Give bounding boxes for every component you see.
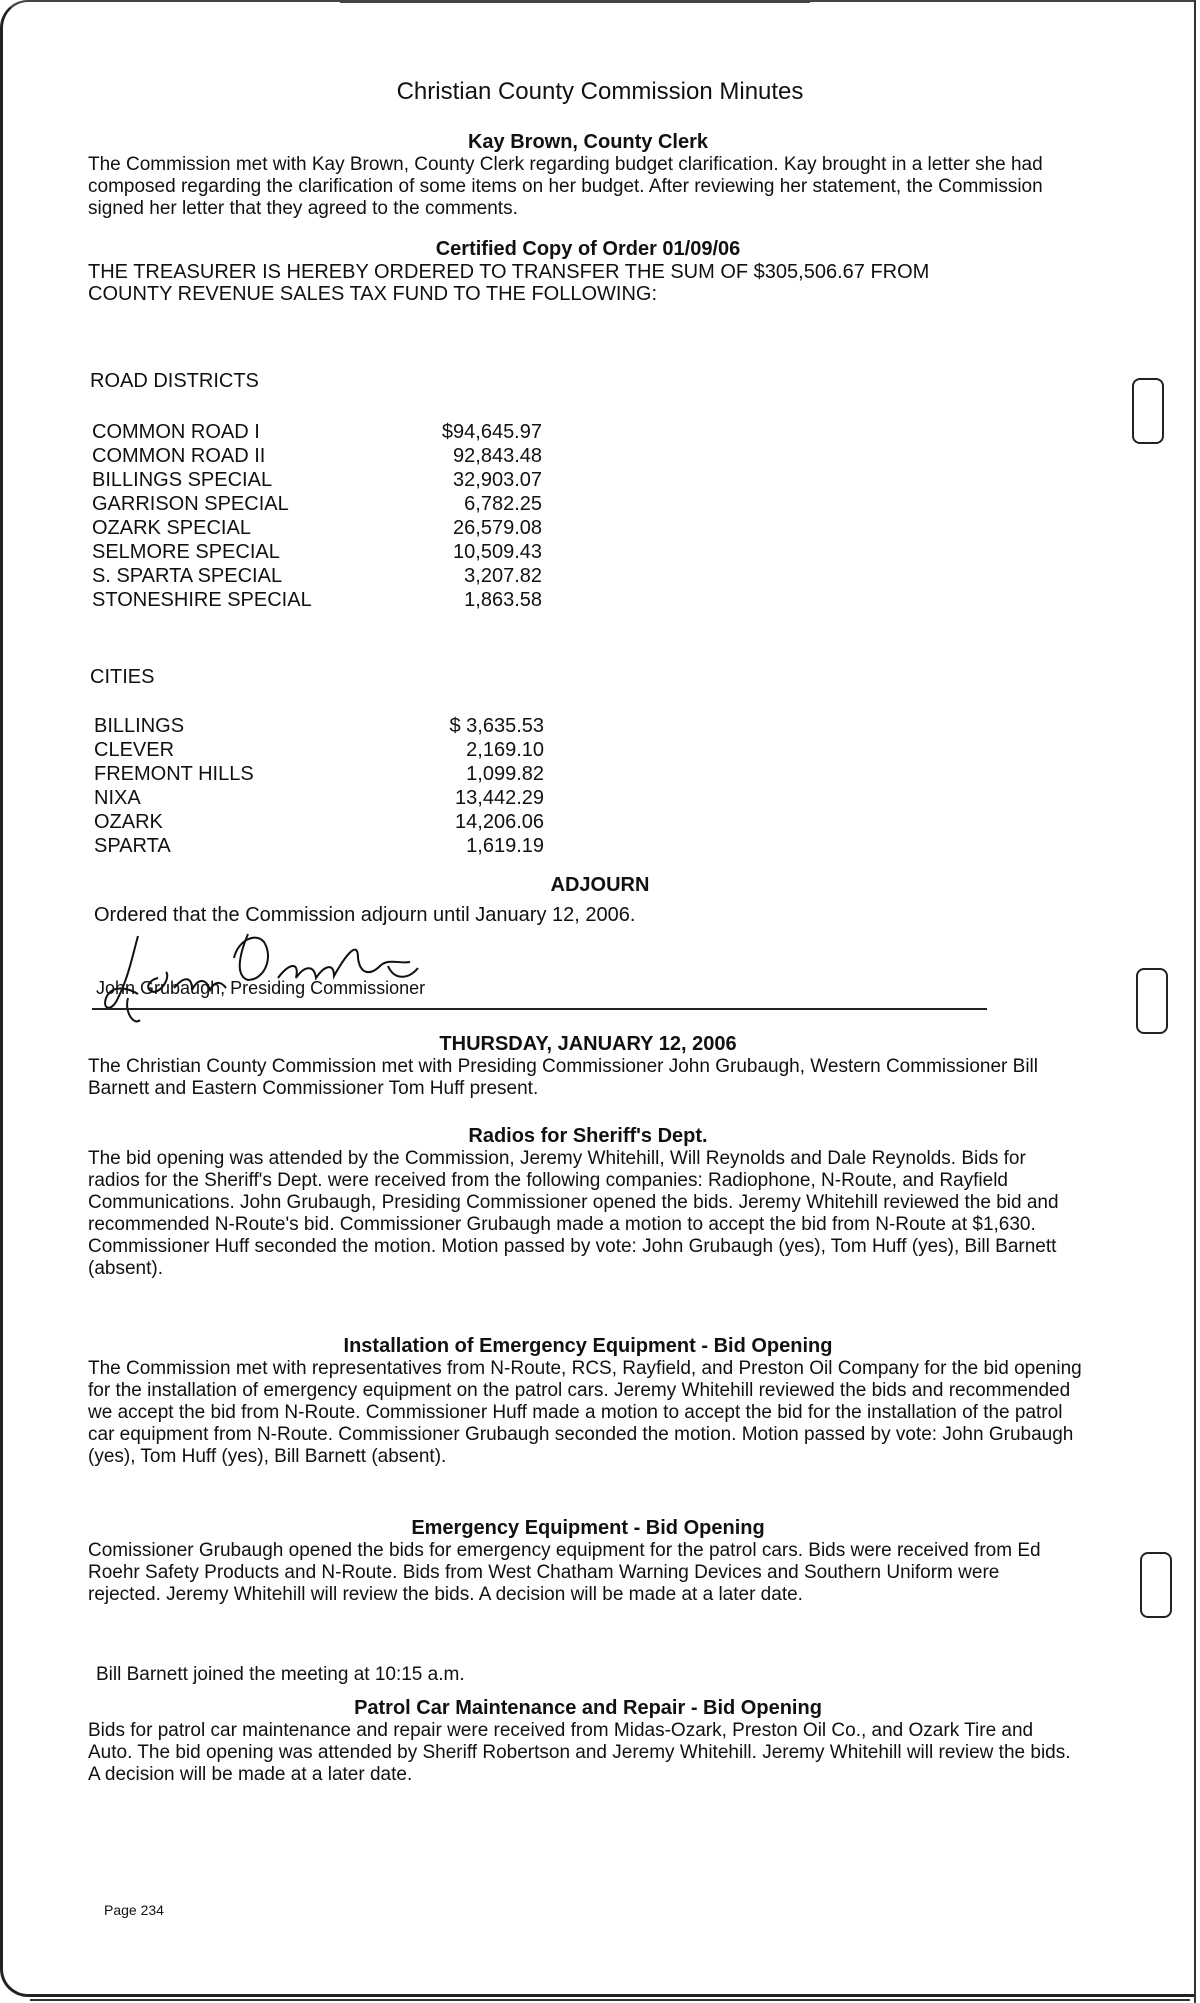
row-name: S. SPARTA SPECIAL <box>92 565 283 587</box>
section-heading: THURSDAY, JANUARY 12, 2006 <box>439 1033 737 1055</box>
row-name: GARRISON SPECIAL <box>92 493 289 515</box>
row-name: BILLINGS SPECIAL <box>92 469 273 491</box>
cities-label: CITIES <box>90 666 155 688</box>
paragraph: The Commission met with representatives from N-Route, RCS, Rayfield, and Preston Oil Company for the bid opening for the installation of emergency equipment on the patrol cars. Jeremy Whitehill reviewed the bids and recommended we accept the bid from N-Route. Commissioner Huff made a motion to accept the bid for the installation of the patrol car equipment from N-Route. Commissioner Grubaugh seconded the motion. Motion passed by vote: John Grubaugh (yes), Tom Huff (yes), Bill Barnett (absent). <box>88 1358 1082 1467</box>
row-amount: 26,579.08 <box>453 517 542 539</box>
page-number: Page 234 <box>104 1902 164 1918</box>
patrol-section <box>88 1696 1088 1786</box>
row-name: SELMORE SPECIAL <box>92 541 280 563</box>
section-heading: Certified Copy of Order 01/09/06 <box>435 238 741 260</box>
emergency-section <box>88 1516 1088 1606</box>
row-name: COMMON ROAD I <box>92 421 260 443</box>
row-amount: 13,442.29 <box>455 787 544 809</box>
row-name: SPARTA <box>94 835 171 857</box>
radios-section <box>88 1124 1088 1280</box>
binder-hole <box>1136 968 1168 1034</box>
paragraph: The Commission met with Kay Brown, County Clerk regarding budget clarification. Kay brought in a letter she had composed regarding the clarification of some items on her budget. After reviewing her statement, the Commission signed her letter that they agreed to the comments. <box>88 154 1043 219</box>
section-heading: Patrol Car Maintenance and Repair - Bid Opening <box>354 1697 822 1719</box>
paragraph: The bid opening was attended by the Commission, Jeremy Whitehill, Will Reynolds and Dale Reynolds. Bids for radios for the Sheriff's Dept. were received from the following companies: Radiophone, N-Route, and Rayfield Communications. John Grubaugh, Presiding Commissioner opened the bids. Jeremy Whitehill reviewed the bid and recommended N-Route's bid. Commissioner Grubaugh made a motion to accept the bid from N-Route at $1,630. Commissioner Huff seconded the motion. Motion passed by vote: John Grubaugh (yes), Tom Huff (yes), Bill Barnett (absent). <box>88 1148 1059 1279</box>
row-amount: 3,207.82 <box>464 565 542 587</box>
row-name: OZARK SPECIAL <box>92 517 251 539</box>
order-line: THE TREASURER IS HEREBY ORDERED TO TRANSFER THE SUM OF $305,506.67 FROM <box>88 261 930 283</box>
road-districts-label: ROAD DISTRICTS <box>90 370 259 392</box>
row-amount: 2,169.10 <box>466 739 544 761</box>
section-heading: Emergency Equipment - Bid Opening <box>411 1517 765 1539</box>
page-edge-bottom <box>30 1999 1190 2001</box>
row-amount: $ 3,635.53 <box>449 715 544 737</box>
row-name: OZARK <box>94 811 163 833</box>
clerk-section <box>88 130 1088 220</box>
row-amount: 6,782.25 <box>464 493 542 515</box>
binder-hole <box>1140 1552 1172 1618</box>
section-heading: Kay Brown, County Clerk <box>467 131 709 153</box>
page-edge-right <box>1194 0 1196 2003</box>
row-amount: $94,645.97 <box>441 421 542 443</box>
signature-graphic <box>88 918 508 1028</box>
section-heading: Radios for Sheriff's Dept. <box>468 1125 708 1147</box>
row-amount: 1,099.82 <box>466 763 544 785</box>
row-amount: 1,863.58 <box>464 589 542 611</box>
row-amount: 32,903.07 <box>453 469 542 491</box>
signature-rule <box>92 1008 987 1010</box>
paragraph: Bids for patrol car maintenance and repair were received from Midas-Ozark, Preston Oil Co., and Ozark Tire and Auto. The bid opening was attended by Sheriff Robertson and Jeremy Whitehill. Jeremy Whitehill will review the bids. A decision will be made at a later date. <box>88 1720 1071 1785</box>
paragraph: The Christian County Commission met with Presiding Commissioner John Grubaugh, Western Commissioner Bill Barnett and Eastern Commissioner Tom Huff present. <box>88 1056 1038 1099</box>
row-name: FREMONT HILLS <box>94 763 254 785</box>
binder-hole <box>1132 378 1164 444</box>
row-name: STONESHIRE SPECIAL <box>92 589 312 611</box>
signature-name: John Grubaugh, Presiding Commissioner <box>96 978 426 998</box>
installation-section <box>88 1334 1088 1468</box>
barnett-note: Bill Barnett joined the meeting at 10:15 a.m. <box>96 1664 465 1685</box>
row-name: BILLINGS <box>94 715 185 737</box>
row-name: NIXA <box>94 787 141 809</box>
order-line: COUNTY REVENUE SALES TAX FUND TO THE FOLLOWING: <box>88 283 658 305</box>
row-amount: 10,509.43 <box>453 541 542 563</box>
adjourn-heading: ADJOURN <box>550 874 650 896</box>
row-amount: 14,206.06 <box>455 811 544 833</box>
row-amount: 1,619.19 <box>466 835 544 857</box>
row-amount: 92,843.48 <box>453 445 542 467</box>
paragraph: Comissioner Grubaugh opened the bids for emergency equipment for the patrol cars. Bids were received from Ed Roehr Safety Products and N-Route. Bids from West Chatham Warning Devices and Southern Uniform were rejected. Jeremy Whitehill will review the bids. A decision will be made at a later date. <box>88 1540 1041 1605</box>
page-edge-top <box>340 0 810 3</box>
adjourn-text: Ordered that the Commission adjourn until January 12, 2006. <box>94 904 636 926</box>
order-section <box>88 237 1088 305</box>
row-name: COMMON ROAD II <box>92 445 266 467</box>
row-name: CLEVER <box>94 739 175 761</box>
section-heading: Installation of Emergency Equipment - Bid Opening <box>343 1335 833 1357</box>
thursday-section <box>88 1032 1088 1100</box>
document-title: Christian County Commission Minutes <box>396 78 804 105</box>
